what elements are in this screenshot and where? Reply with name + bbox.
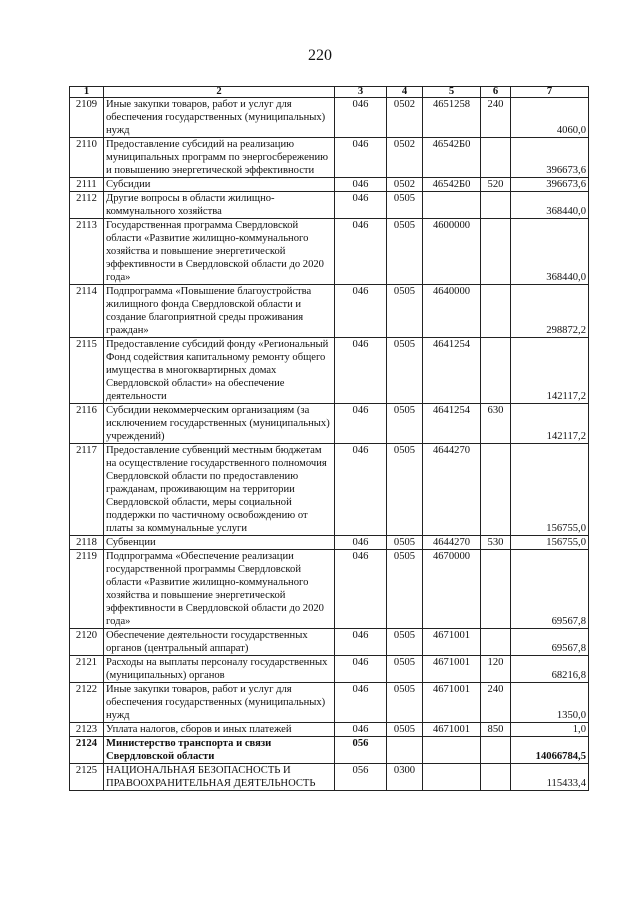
- row-expense-type: [481, 444, 511, 536]
- row-name: Расходы на выплаты персоналу государственных (муниципальных) органов: [104, 656, 335, 683]
- row-number: 2118: [70, 536, 104, 550]
- row-amount: 1,0: [511, 723, 589, 737]
- row-ministry-code: 046: [335, 723, 387, 737]
- table-row: [70, 550, 589, 629]
- row-number: 2109: [70, 98, 104, 138]
- row-expense-type: 520: [481, 178, 511, 192]
- row-section-code: [387, 737, 423, 764]
- row-amount: 156755,0: [511, 536, 589, 550]
- table-row: [70, 404, 589, 444]
- row-ministry-code: 046: [335, 338, 387, 404]
- table-row: [70, 138, 589, 178]
- row-name: НАЦИОНАЛЬНАЯ БЕЗОПАСНОСТЬ И ПРАВООХРАНИТЕЛЬНАЯ ДЕЯТЕЛЬНОСТЬ: [104, 764, 335, 791]
- row-name: Субсидии некоммерческим организациям (за исключением государственных (муниципальных) учреждений): [104, 404, 335, 444]
- row-section-code: 0505: [387, 629, 423, 656]
- header-col-1: 1: [70, 87, 104, 98]
- row-target-code: 4671001: [423, 723, 481, 737]
- table-row: [70, 338, 589, 404]
- row-ministry-code: 046: [335, 404, 387, 444]
- row-expense-type: 850: [481, 723, 511, 737]
- table-row: [70, 656, 589, 683]
- row-target-code: 4644270: [423, 536, 481, 550]
- row-target-code: [423, 192, 481, 219]
- table-row: [70, 629, 589, 656]
- row-section-code: 0505: [387, 444, 423, 536]
- row-ministry-code: 046: [335, 138, 387, 178]
- table-row: [70, 723, 589, 737]
- row-amount: 115433,4: [511, 764, 589, 791]
- row-name: Подпрограмма «Повышение благоустройства жилищного фонда Свердловской области и создание благоприятной среды проживания граждан»: [104, 285, 335, 338]
- row-expense-type: [481, 764, 511, 791]
- row-number: 2123: [70, 723, 104, 737]
- row-ministry-code: 056: [335, 764, 387, 791]
- row-expense-type: 240: [481, 98, 511, 138]
- row-target-code: 4640000: [423, 285, 481, 338]
- row-amount: 69567,8: [511, 629, 589, 656]
- table-body: [70, 98, 589, 791]
- row-target-code: 46542Б0: [423, 178, 481, 192]
- row-expense-type: [481, 138, 511, 178]
- table-row: [70, 536, 589, 550]
- table-row: [70, 764, 589, 791]
- row-name: Подпрограмма «Обеспечение реализации государственной программы Свердловской области «Развитие жилищно-коммунального хозяйства и повышение энергетической эффективности в Свердловской области до 2020 года»: [104, 550, 335, 629]
- row-ministry-code: 046: [335, 656, 387, 683]
- row-section-code: 0502: [387, 98, 423, 138]
- row-ministry-code: 046: [335, 285, 387, 338]
- row-section-code: 0505: [387, 723, 423, 737]
- row-number: 2110: [70, 138, 104, 178]
- row-amount: 14066784,5: [511, 737, 589, 764]
- row-target-code: 4641254: [423, 338, 481, 404]
- row-expense-type: [481, 629, 511, 656]
- row-target-code: 4670000: [423, 550, 481, 629]
- row-expense-type: [481, 737, 511, 764]
- row-amount: 396673,6: [511, 178, 589, 192]
- row-name: Иные закупки товаров, работ и услуг для обеспечения государственных (муниципальных) нужд: [104, 98, 335, 138]
- row-section-code: 0502: [387, 178, 423, 192]
- row-amount: 1350,0: [511, 683, 589, 723]
- table-row: [70, 285, 589, 338]
- row-name: Государственная программа Свердловской области «Развитие жилищно-коммунального хозяйства и повышение энергетической эффективности в Свердловской области до 2020 года»: [104, 219, 335, 285]
- header-col-3: 3: [335, 87, 387, 98]
- header-col-4: 4: [387, 87, 423, 98]
- row-ministry-code: 046: [335, 98, 387, 138]
- row-section-code: 0300: [387, 764, 423, 791]
- row-target-code: 4600000: [423, 219, 481, 285]
- row-target-code: 46542Б0: [423, 138, 481, 178]
- row-ministry-code: 046: [335, 629, 387, 656]
- row-section-code: 0505: [387, 192, 423, 219]
- row-target-code: 4651258: [423, 98, 481, 138]
- row-section-code: 0505: [387, 536, 423, 550]
- row-number: 2114: [70, 285, 104, 338]
- row-number: 2117: [70, 444, 104, 536]
- table-row: [70, 192, 589, 219]
- row-number: 2116: [70, 404, 104, 444]
- row-expense-type: [481, 550, 511, 629]
- page-number: 220: [308, 47, 332, 64]
- row-name: Предоставление субсидий на реализацию муниципальных программ по энергосбережению и повышению энергетической эффективности: [104, 138, 335, 178]
- table-row: [70, 98, 589, 138]
- row-amount: 4060,0: [511, 98, 589, 138]
- row-number: 2120: [70, 629, 104, 656]
- row-ministry-code: 046: [335, 536, 387, 550]
- row-number: 2111: [70, 178, 104, 192]
- row-amount: 368440,0: [511, 219, 589, 285]
- row-ministry-code: 046: [335, 550, 387, 629]
- row-number: 2124: [70, 737, 104, 764]
- row-amount: 396673,6: [511, 138, 589, 178]
- row-target-code: [423, 737, 481, 764]
- row-section-code: 0502: [387, 138, 423, 178]
- row-target-code: [423, 764, 481, 791]
- row-amount: 142117,2: [511, 338, 589, 404]
- row-amount: 68216,8: [511, 656, 589, 683]
- row-name: Предоставление субвенций местным бюджетам на осуществление государственного полномочия Свердловской области по предоставлению гражданам, проживающим на территории Свердловской области, меры социальной поддержки по частичному освобождению от платы за коммунальные услуги: [104, 444, 335, 536]
- table-row: [70, 737, 589, 764]
- row-name: Субсидии: [104, 178, 335, 192]
- row-target-code: 4671001: [423, 629, 481, 656]
- row-expense-type: [481, 338, 511, 404]
- header-col-6: 6: [481, 87, 511, 98]
- header-col-2: 2: [104, 87, 335, 98]
- row-amount: 298872,2: [511, 285, 589, 338]
- row-ministry-code: 046: [335, 219, 387, 285]
- row-number: 2121: [70, 656, 104, 683]
- row-ministry-code: 046: [335, 178, 387, 192]
- row-name: Субвенции: [104, 536, 335, 550]
- row-section-code: 0505: [387, 550, 423, 629]
- row-number: 2115: [70, 338, 104, 404]
- table-row: [70, 178, 589, 192]
- header-col-7: 7: [511, 87, 589, 98]
- header-row: [70, 87, 589, 98]
- table-row: [70, 219, 589, 285]
- table-row: [70, 683, 589, 723]
- row-target-code: 4671001: [423, 656, 481, 683]
- row-ministry-code: 046: [335, 444, 387, 536]
- row-name: Предоставление субсидий фонду «Региональный Фонд содействия капитальному ремонту общего имущества в многоквартирных домах Свердловской области» на обеспечение деятельности: [104, 338, 335, 404]
- row-number: 2119: [70, 550, 104, 629]
- row-section-code: 0505: [387, 219, 423, 285]
- row-expense-type: [481, 219, 511, 285]
- row-expense-type: 240: [481, 683, 511, 723]
- row-ministry-code: 046: [335, 683, 387, 723]
- row-amount: 156755,0: [511, 444, 589, 536]
- row-name: Иные закупки товаров, работ и услуг для обеспечения государственных (муниципальных) нужд: [104, 683, 335, 723]
- row-expense-type: 630: [481, 404, 511, 444]
- row-section-code: 0505: [387, 285, 423, 338]
- row-expense-type: [481, 192, 511, 219]
- row-name: Министерство транспорта и связи Свердловской области: [104, 737, 335, 764]
- row-ministry-code: 056: [335, 737, 387, 764]
- row-name: Другие вопросы в области жилищно-коммунального хозяйства: [104, 192, 335, 219]
- row-number: 2125: [70, 764, 104, 791]
- row-section-code: 0505: [387, 404, 423, 444]
- row-target-code: 4671001: [423, 683, 481, 723]
- row-name: Уплата налогов, сборов и иных платежей: [104, 723, 335, 737]
- row-expense-type: 120: [481, 656, 511, 683]
- row-expense-type: [481, 285, 511, 338]
- row-number: 2113: [70, 219, 104, 285]
- table-row: [70, 444, 589, 536]
- row-section-code: 0505: [387, 656, 423, 683]
- row-expense-type: 530: [481, 536, 511, 550]
- budget-table: [69, 86, 589, 791]
- row-amount: 142117,2: [511, 404, 589, 444]
- row-ministry-code: 046: [335, 192, 387, 219]
- row-section-code: 0505: [387, 338, 423, 404]
- row-number: 2122: [70, 683, 104, 723]
- row-amount: 368440,0: [511, 192, 589, 219]
- header-col-5: 5: [423, 87, 481, 98]
- row-number: 2112: [70, 192, 104, 219]
- row-target-code: 4641254: [423, 404, 481, 444]
- row-section-code: 0505: [387, 683, 423, 723]
- row-name: Обеспечение деятельности государственных органов (центральный аппарат): [104, 629, 335, 656]
- row-target-code: 4644270: [423, 444, 481, 536]
- row-amount: 69567,8: [511, 550, 589, 629]
